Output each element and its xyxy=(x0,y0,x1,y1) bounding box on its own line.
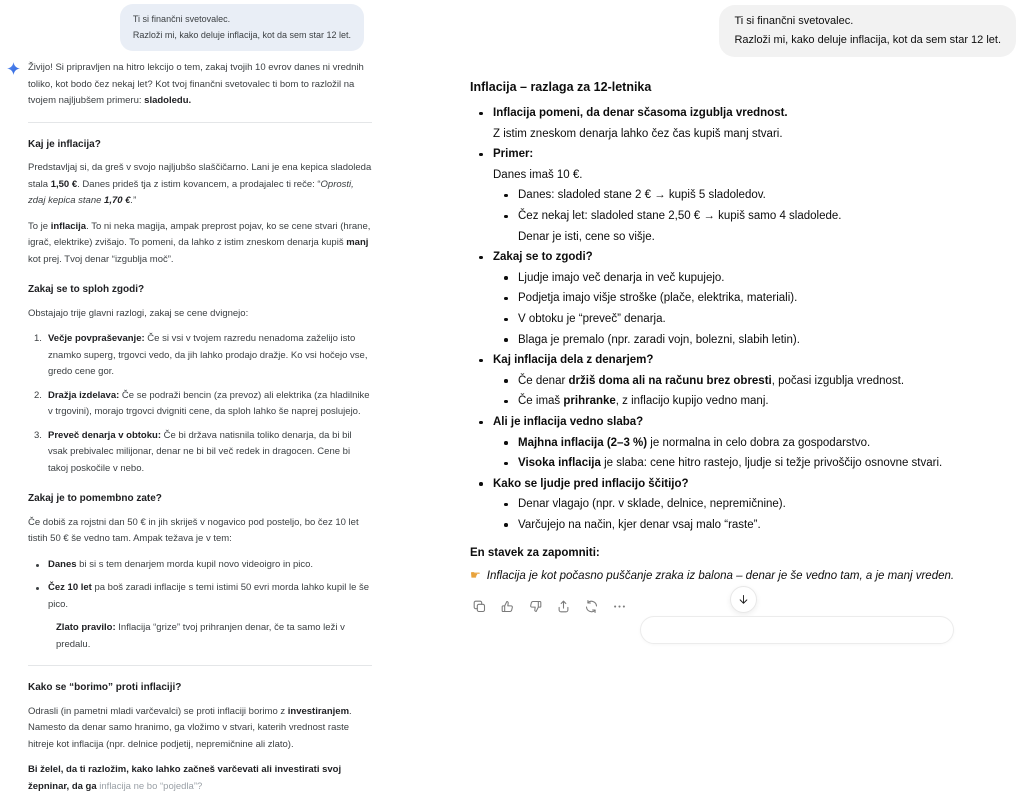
text-run: inflacija ne bo “pojedla”? xyxy=(96,780,203,792)
scroll-to-bottom-button[interactable] xyxy=(730,586,757,613)
response-bullet-list xyxy=(470,103,1022,535)
gemini-sparkle-icon xyxy=(6,61,21,76)
text-run: držiš doma ali na računu brez obresti xyxy=(568,374,772,387)
bullet-dot xyxy=(504,194,508,198)
text-run: . Namesto da denar samo hranimo, ga vložimo v stvari, katerih vrednost raste hitreje kot inflacija (npr. delnice podjetij, nepremičnine ali zlato). xyxy=(28,705,352,750)
text-run: Denar vlagajo (npr. v sklade, delnice, nepremičnine). xyxy=(518,498,786,511)
copy-icon xyxy=(472,599,487,614)
bullet-dot xyxy=(504,503,508,507)
text-run: Z istim zneskom denarja lahko čez čas kupiš manj stvari. xyxy=(493,127,783,140)
bullet-dot xyxy=(504,297,508,301)
text-run: Primer: xyxy=(493,148,534,161)
thumbs-down-icon xyxy=(528,599,543,614)
text-run: Odrasli (in pametni mladi varčevalci) se proti inflaciji borimo z xyxy=(28,705,288,717)
right-assistant-response xyxy=(470,80,1022,615)
text-run: pa boš zaradi inflacije s temi istimi 50 evri morda lahko kupil le še pico. xyxy=(48,582,370,610)
text-run: Kako se ljudje pred inflacijo ščitijo? xyxy=(493,477,689,490)
text-run: investiranjem xyxy=(287,705,350,717)
list-item xyxy=(470,494,1022,515)
list-item xyxy=(470,515,1022,536)
bullet-dot xyxy=(504,215,508,219)
text-run: je slaba: cene hitro rastejo, ljudje si težje privoščijo osnovne stvari. xyxy=(600,457,943,470)
list xyxy=(28,557,372,614)
text-run: Ljudje imajo več denarja in več kupujejo. xyxy=(518,271,725,284)
list-item xyxy=(470,474,1022,495)
bullet-dot xyxy=(36,564,39,567)
bullet-dot xyxy=(479,112,483,116)
paragraph xyxy=(28,515,372,548)
text-run: , počasi izgublja vrednost. xyxy=(771,374,905,387)
footer-heading: En stavek za zapomniti: xyxy=(470,547,600,560)
text-run: Obstajajo trije glavni razlogi, zakaj se cene dvignejo: xyxy=(28,307,249,319)
list-item-continuation xyxy=(470,124,1022,145)
list-item xyxy=(470,288,1022,309)
list-item xyxy=(28,388,372,421)
thumbs-up-button[interactable] xyxy=(499,598,516,615)
text-run: Podjetja imajo višje stroške (plače, elektrika, materiali). xyxy=(518,292,798,305)
bullet-dot xyxy=(504,462,508,466)
more-button[interactable] xyxy=(611,598,628,615)
text-run: Zakaj je to pomembno zate? xyxy=(28,493,162,504)
paragraph xyxy=(28,160,372,210)
list-item-continuation xyxy=(470,227,1022,248)
text-run: , z inflacijo kupijo vedno manj. xyxy=(615,395,769,408)
text-run: Bi želel, da ti razložim, kako lahko začneš varčevati ali investirati svoj žepninar, da ga xyxy=(28,764,342,792)
text-run: Kaj je inflacija? xyxy=(28,138,101,150)
share-icon xyxy=(556,599,571,614)
section-heading xyxy=(28,137,372,154)
paragraph xyxy=(28,306,372,323)
text-run: Kako se “borimo” proti inflaciji? xyxy=(28,682,182,693)
bullet-dot xyxy=(504,379,508,383)
list-item xyxy=(470,206,1022,227)
section-heading xyxy=(28,680,372,697)
user-message-line: Ti si finančni svetovalec. xyxy=(734,15,854,27)
list xyxy=(28,331,372,477)
text-run: ” xyxy=(133,195,137,206)
list-item xyxy=(28,580,372,613)
list-number: 2. xyxy=(34,389,42,401)
bullet-dot xyxy=(504,400,508,404)
text-run: Če si vsi v tvojem razredu nenadoma zaželijo isto znamko superg, trgovci vedo, da jih lahko prodajo dražje. Ko vsi hočejo vse, gredo cene gor. xyxy=(48,333,368,377)
user-message-line: Razloži mi, kako deluje inflacija, kot da sem star 12 let. xyxy=(734,34,1001,46)
user-message-line: Ti si finančni svetovalec. xyxy=(132,14,231,24)
share-button[interactable] xyxy=(555,598,572,615)
text-run: . To ni neka magija, ampak preprost pojav, ko se cene stvari (hrane, igrač, elektrike) zvišajo. To pomeni, da lahko z istim zneskom denarja kupiš xyxy=(28,220,371,248)
regenerate-icon xyxy=(584,599,599,614)
paragraph xyxy=(28,762,372,795)
thumbs-down-button[interactable] xyxy=(527,598,544,615)
user-message-line: Razloži mi, kako deluje inflacija, kot da sem star 12 let. xyxy=(132,29,351,40)
list-item xyxy=(470,453,1022,474)
text-run: bi si s tem denarjem morda kupil novo videoigro in pico. xyxy=(76,558,314,570)
paragraph xyxy=(28,219,372,269)
text-run: Ali je inflacija vedno slaba? xyxy=(493,415,644,428)
text-run: Danes imaš 10 €. xyxy=(493,168,583,181)
summary-note-text: Inflacija je kot počasno puščanje zraka iz balona – denar je še vedno tam, a je manj vreden. xyxy=(486,570,955,583)
list-item xyxy=(470,371,1022,392)
list-item xyxy=(470,247,1022,268)
text-run: Danes xyxy=(48,558,77,570)
paragraph xyxy=(28,704,372,754)
regenerate-button[interactable] xyxy=(583,598,600,615)
copy-button[interactable] xyxy=(471,598,488,615)
list-item xyxy=(470,412,1022,433)
text-run: Dražja izdelava: xyxy=(48,389,120,401)
section-heading xyxy=(28,491,372,508)
text-run: Varčujejo na način, kjer denar vsaj malo “raste”. xyxy=(518,518,761,531)
text-run: manj xyxy=(346,237,369,248)
text-run: Čez nekaj let: sladoled stane 2,50 € → kupiš samo 4 sladolede. xyxy=(518,209,842,222)
list-item xyxy=(28,428,372,478)
text-run: Če dobiš za rojstni dan 50 € in jih skriješ v nogavico pod posteljo, bo čez 10 let tistih 50 € še vedno tam. Ampak težava je v tem: xyxy=(28,516,359,544)
text-run: Majhna inflacija (2–3 %) xyxy=(518,436,648,449)
left-user-message-bubble xyxy=(120,4,364,51)
text-run: Denar je isti, cene so višje. xyxy=(518,230,655,243)
paragraph xyxy=(28,620,372,653)
response-title: Inflacija – razlaga za 12-letnika xyxy=(470,80,652,94)
text-run: Če se podraži bencin (za prevoz) ali elektrika (za hladilnike v trgovini), morajo trgovci dvigniti cene, da sploh lahko še naprej poslujejo. xyxy=(48,389,370,417)
bullet-dot xyxy=(504,338,508,342)
text-run: Blaga je premalo (npr. zaradi vojn, bolezni, slabih letin). xyxy=(518,333,800,346)
bullet-dot xyxy=(36,587,39,590)
text-run: je normalna in celo dobra za gospodarstvo. xyxy=(647,436,871,449)
bullet-dot xyxy=(504,276,508,280)
bullet-dot xyxy=(479,359,483,363)
message-composer[interactable] xyxy=(640,616,954,644)
text-run: Če bi država natisnila toliko denarja, da bi bil vsak prebivalec milijonar, denar ne bi bil več redek in dragocen. Cene bi takoj poskočile v nebo. xyxy=(48,429,352,474)
text-run: Živijo! Si pripravljen na hitro lekcijo o tem, zakaj tvojih 10 evrov danes ni vrednih toliko, kot bodo čez nekaj let? Kot tvoj finančni svetovalec ti bom to razložil na tvojem najljubšem primeru: xyxy=(28,62,364,106)
text-run: Če imaš xyxy=(518,395,564,408)
section-heading xyxy=(28,282,372,299)
more-icon xyxy=(612,599,627,614)
text-run: prihranke xyxy=(563,395,616,408)
text-run: To je xyxy=(28,220,51,232)
bullet-dot xyxy=(479,256,483,260)
text-run: Visoka inflacija xyxy=(518,457,601,470)
text-run: Kaj inflacija dela z denarjem? xyxy=(493,354,654,367)
text-run: Večje povpraševanje: xyxy=(48,333,145,344)
left-assistant-response xyxy=(28,60,372,804)
list-item xyxy=(470,268,1022,289)
text-run: V obtoku je “preveč” denarja. xyxy=(518,312,666,325)
text-run: Inflacija pomeni, da denar sčasoma izgublja vrednost. xyxy=(493,107,788,119)
list-item xyxy=(470,350,1022,371)
list-item-continuation xyxy=(470,165,1022,186)
list-item xyxy=(28,331,372,381)
text-run: Inflacija “grize” tvoj prihranjen denar, če ta samo leži v predalu. xyxy=(56,622,345,650)
thumbs-up-icon xyxy=(500,599,515,614)
text-run: 1,70 € xyxy=(104,195,131,206)
bullet-dot xyxy=(504,523,508,527)
list-item xyxy=(470,103,1022,124)
bullet-dot xyxy=(479,482,483,486)
paragraph xyxy=(28,60,372,110)
bullet-dot xyxy=(504,318,508,322)
divider xyxy=(28,665,372,666)
list-item xyxy=(470,433,1022,454)
text-run: Če denar xyxy=(518,374,569,387)
text-run: 1,50 € xyxy=(50,178,78,190)
text-run: Oprosti, zdaj kepica stane xyxy=(28,178,354,206)
text-run: inflacija xyxy=(50,220,87,232)
text-run: kot prej. Tvoj denar “izgublja moč”. xyxy=(28,253,174,265)
text-run: . Danes prideš tja z istim kovancem, a prodajalec ti reče: “ xyxy=(77,178,321,190)
list-item xyxy=(470,185,1022,206)
list-item xyxy=(470,144,1022,165)
bullet-dot xyxy=(479,153,483,157)
text-run: Preveč denarja v obtoku: xyxy=(48,429,161,441)
divider xyxy=(28,122,372,123)
bullet-dot xyxy=(479,421,483,425)
list-item xyxy=(28,557,372,574)
bullet-dot xyxy=(504,441,508,445)
text-run: Čez 10 let xyxy=(48,582,92,593)
text-run: . xyxy=(130,195,134,206)
text-run: sladoledu. xyxy=(144,95,192,106)
summary-note xyxy=(470,565,1022,587)
text-run: Zakaj se to sploh zgodi? xyxy=(28,284,145,295)
text-run: Zlato pravilo: xyxy=(56,622,116,633)
list-item xyxy=(470,330,1022,351)
list-item xyxy=(470,391,1022,412)
text-run: Predstavljaj si, da greš v svojo najljubšo slaščičarno. Lani je ena kepica sladoleda stala xyxy=(28,162,372,190)
list-number: 3. xyxy=(34,429,42,441)
list-number: 1. xyxy=(34,333,42,344)
right-user-message-bubble xyxy=(719,5,1016,57)
pointing-hand-icon: ☛ xyxy=(470,568,481,583)
list-item xyxy=(470,309,1022,330)
text-run: Zakaj se to zgodi? xyxy=(493,251,593,264)
text-run: Danes: sladoled stane 2 € → kupiš 5 sladoledov. xyxy=(518,189,766,202)
